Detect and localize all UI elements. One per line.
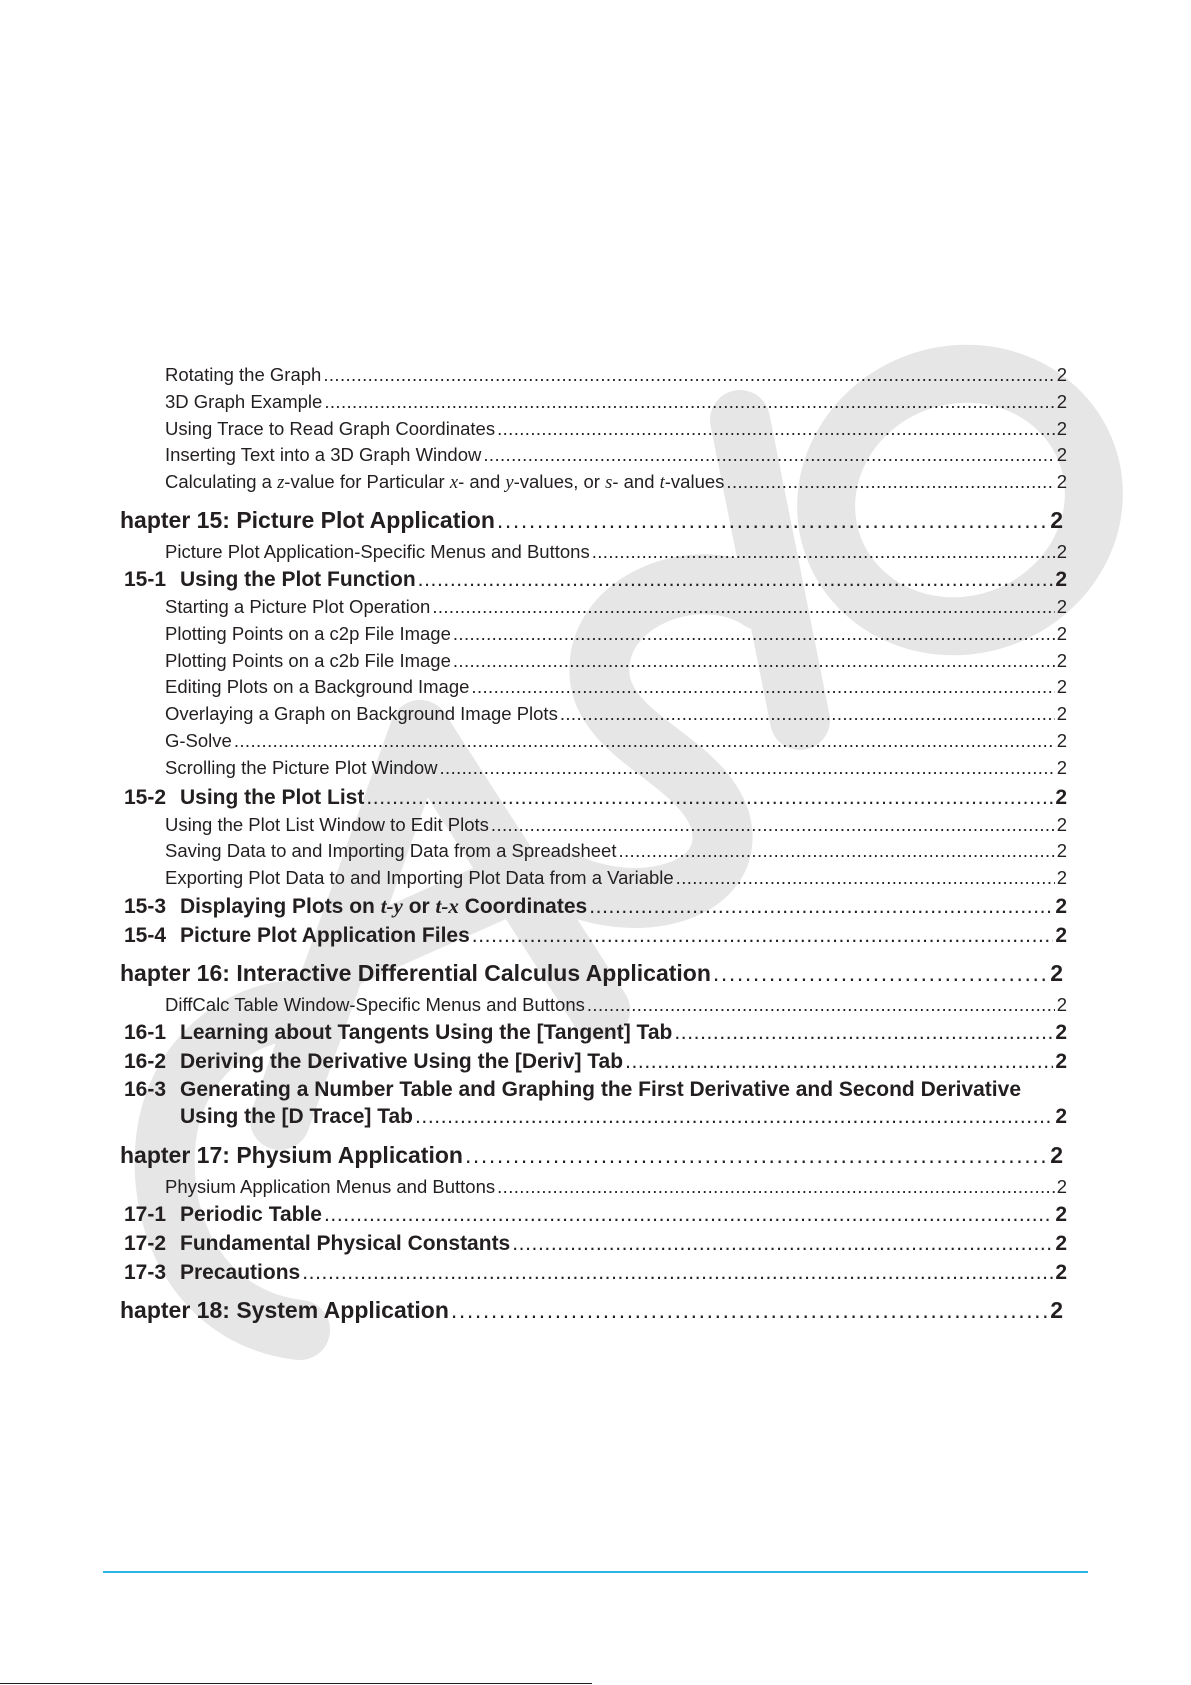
- toc-page-number: 2: [1055, 895, 1067, 918]
- toc-item-label: Physium Application Menus and Buttons: [165, 1176, 496, 1197]
- dot-leader: [453, 650, 1055, 672]
- toc-section-16-3[interactable]: [180, 1104, 1067, 1129]
- section-title: Using the Plot List: [180, 786, 365, 809]
- toc-page-number: 2: [1055, 924, 1067, 947]
- toc-page-number: 2: [1056, 623, 1067, 644]
- toc-page-number: 2: [1056, 730, 1067, 751]
- section-title: Picture Plot Application Files: [180, 924, 470, 947]
- footer-rule: [103, 1571, 1088, 1573]
- toc-page-number: 2: [1055, 1232, 1067, 1255]
- toc-page-number: 2: [1056, 471, 1067, 492]
- toc-item[interactable]: [165, 994, 1067, 1016]
- dot-leader: [497, 507, 1048, 535]
- toc-item[interactable]: [165, 364, 1067, 386]
- dot-leader: [560, 703, 1055, 725]
- toc-item-label: Exporting Plot Data to and Importing Plot Data from a Variable: [165, 867, 674, 888]
- toc-item[interactable]: [165, 867, 1067, 889]
- dot-leader: [234, 730, 1055, 752]
- section-title-continued: Using the [D Trace] Tab: [180, 1105, 413, 1128]
- section-title: Fundamental Physical Constants: [180, 1232, 511, 1255]
- toc-section-17-1[interactable]: [124, 1202, 1067, 1227]
- dot-leader: [676, 867, 1055, 889]
- toc-chapter-18[interactable]: [120, 1297, 1063, 1325]
- toc-page-number: 2: [1056, 596, 1067, 617]
- section-number: 15-1: [124, 568, 167, 591]
- section-number: 16-3: [124, 1078, 167, 1101]
- toc-item-label: Using Trace to Read Graph Coordinates: [165, 418, 496, 439]
- toc-page-number: 2: [1056, 703, 1067, 724]
- dot-leader: [491, 814, 1055, 836]
- toc-page-number: 2: [1056, 757, 1067, 778]
- toc-item-label: Plotting Points on a c2b File Image: [165, 650, 451, 671]
- toc-item[interactable]: [165, 623, 1067, 645]
- dot-leader: [471, 676, 1054, 698]
- chapter-title: hapter 17: Physium Application: [120, 1142, 463, 1168]
- toc-page-number: 2: [1056, 391, 1067, 412]
- toc-page-number: 2: [1055, 1203, 1067, 1226]
- section-title: Deriving the Derivative Using the [Deriv] Tab: [180, 1050, 624, 1073]
- toc-item-label: Inserting Text into a 3D Graph Window: [165, 444, 482, 465]
- toc-item-label: Using the Plot List Window to Edit Plots: [165, 814, 489, 835]
- toc-item-label: Rotating the Graph: [165, 364, 322, 385]
- dot-leader: [324, 1202, 1053, 1227]
- toc-chapter-15[interactable]: [120, 507, 1063, 535]
- dot-leader: [589, 894, 1053, 919]
- toc-item-label: Calculating a z-value for Particular x- and y-values, or s- and t-values: [165, 471, 725, 493]
- toc-chapter-17[interactable]: [120, 1142, 1063, 1170]
- toc-section-17-2[interactable]: [124, 1231, 1067, 1256]
- dot-leader: [323, 364, 1054, 386]
- dot-leader: [726, 471, 1054, 493]
- dot-leader: [418, 567, 1054, 592]
- toc-section-15-1[interactable]: [124, 567, 1067, 592]
- section-number: 16-1: [124, 1021, 167, 1044]
- toc-page-number: 2: [1056, 444, 1067, 465]
- toc-page-number: 2: [1056, 840, 1067, 861]
- dot-leader: [497, 1176, 1055, 1198]
- dot-leader: [618, 840, 1054, 862]
- toc-page-number: 2: [1050, 1142, 1063, 1168]
- dot-leader: [674, 1020, 1053, 1045]
- dot-leader: [483, 444, 1054, 466]
- toc-page-number: 2: [1056, 676, 1067, 697]
- dot-leader: [366, 785, 1053, 810]
- section-number: 17-3: [124, 1261, 167, 1284]
- dot-leader: [324, 391, 1054, 413]
- toc-item-label: DiffCalc Table Window-Specific Menus and Buttons: [165, 994, 585, 1015]
- dot-leader: [713, 960, 1048, 988]
- toc-item[interactable]: [165, 444, 1067, 466]
- toc-section-16-3-line1[interactable]: [124, 1078, 1021, 1102]
- toc-page-number: 2: [1055, 568, 1067, 591]
- section-number: 15-2: [124, 786, 167, 809]
- toc-item[interactable]: [165, 730, 1067, 752]
- toc-item-label: Starting a Picture Plot Operation: [165, 596, 431, 617]
- toc-item-label: Editing Plots on a Background Image: [165, 676, 470, 697]
- dot-leader: [512, 1231, 1053, 1256]
- toc-item-label: Overlaying a Graph on Background Image Plots: [165, 703, 558, 724]
- toc-page-number: 2: [1050, 507, 1063, 533]
- dot-leader: [592, 541, 1055, 563]
- dot-leader: [302, 1260, 1053, 1285]
- toc-page-number: 2: [1055, 1105, 1067, 1128]
- section-title: Precautions: [180, 1261, 301, 1284]
- section-number: 17-2: [124, 1232, 167, 1255]
- chapter-title: hapter 16: Interactive Differential Calculus Application: [120, 960, 711, 986]
- toc-item[interactable]: [165, 650, 1067, 672]
- section-number: 15-3: [124, 895, 167, 918]
- toc-item[interactable]: [165, 541, 1067, 563]
- bottom-rule: [0, 1683, 592, 1684]
- toc-item-label: Plotting Points on a c2p File Image: [165, 623, 451, 644]
- dot-leader: [497, 418, 1055, 440]
- toc-page-number: 2: [1056, 994, 1067, 1015]
- chapter-title: hapter 15: Picture Plot Application: [120, 507, 495, 533]
- toc-page-number: 2: [1056, 814, 1067, 835]
- toc-page-number: 2: [1055, 1021, 1067, 1044]
- toc-page-number: 2: [1056, 867, 1067, 888]
- toc-chapter-16[interactable]: [120, 960, 1063, 988]
- section-number: 15-4: [124, 924, 167, 947]
- toc-item[interactable]: [165, 471, 1067, 494]
- toc-page-number: 2: [1055, 786, 1067, 809]
- section-number: 16-2: [124, 1050, 167, 1073]
- toc-section-15-2[interactable]: [124, 785, 1067, 810]
- toc-item[interactable]: [165, 391, 1067, 413]
- section-title: Learning about Tangents Using the [Tangent] Tab: [180, 1021, 673, 1044]
- toc-item[interactable]: [165, 814, 1067, 836]
- chapter-title: hapter 18: System Application: [120, 1297, 449, 1323]
- toc-page-number: 2: [1056, 650, 1067, 671]
- toc-page-number: 2: [1056, 418, 1067, 439]
- toc-item[interactable]: [165, 596, 1067, 618]
- toc-section-16-1[interactable]: [124, 1020, 1067, 1045]
- toc-item[interactable]: [165, 418, 1067, 440]
- dot-leader: [451, 1297, 1048, 1325]
- dot-leader: [625, 1049, 1053, 1074]
- dot-leader: [415, 1104, 1053, 1129]
- toc-section-15-4[interactable]: [124, 923, 1067, 948]
- toc-page-number: 2: [1050, 1297, 1063, 1323]
- dot-leader: [465, 1142, 1048, 1170]
- toc-section-16-2[interactable]: [124, 1049, 1067, 1074]
- dot-leader: [439, 757, 1054, 779]
- dot-leader: [587, 994, 1055, 1016]
- toc-item-label: Scrolling the Picture Plot Window: [165, 757, 438, 778]
- toc-page-number: 2: [1050, 960, 1063, 986]
- toc-page-number: 2: [1055, 1261, 1067, 1284]
- toc-item[interactable]: [165, 757, 1067, 779]
- toc-item-label: G-Solve: [165, 730, 232, 751]
- toc-item-label: Saving Data to and Importing Data from a Spreadsheet: [165, 840, 617, 861]
- toc-item[interactable]: [165, 1176, 1067, 1198]
- section-title: Generating a Number Table and Graphing the First Derivative and Second Derivative: [180, 1078, 1021, 1101]
- toc-item[interactable]: [165, 676, 1067, 698]
- toc-page-number: 2: [1056, 541, 1067, 562]
- dot-leader: [432, 596, 1054, 618]
- dot-leader: [472, 923, 1054, 948]
- section-title: Displaying Plots on t-y or t-x Coordinates: [180, 894, 588, 918]
- toc-page-number: 2: [1055, 1050, 1067, 1073]
- dot-leader: [453, 623, 1055, 645]
- section-title: Using the Plot Function: [180, 568, 416, 591]
- toc-page-number: 2: [1056, 1176, 1067, 1197]
- toc-item-label: 3D Graph Example: [165, 391, 323, 412]
- section-number: 17-1: [124, 1203, 167, 1226]
- toc-item[interactable]: [165, 840, 1067, 862]
- section-title: Periodic Table: [180, 1203, 322, 1226]
- toc-item[interactable]: [165, 703, 1067, 725]
- toc-item-label: Picture Plot Application-Specific Menus and Buttons: [165, 541, 590, 562]
- toc-section-17-3[interactable]: [124, 1260, 1067, 1285]
- toc-section-15-3[interactable]: [124, 894, 1067, 919]
- toc-page-number: 2: [1056, 364, 1067, 385]
